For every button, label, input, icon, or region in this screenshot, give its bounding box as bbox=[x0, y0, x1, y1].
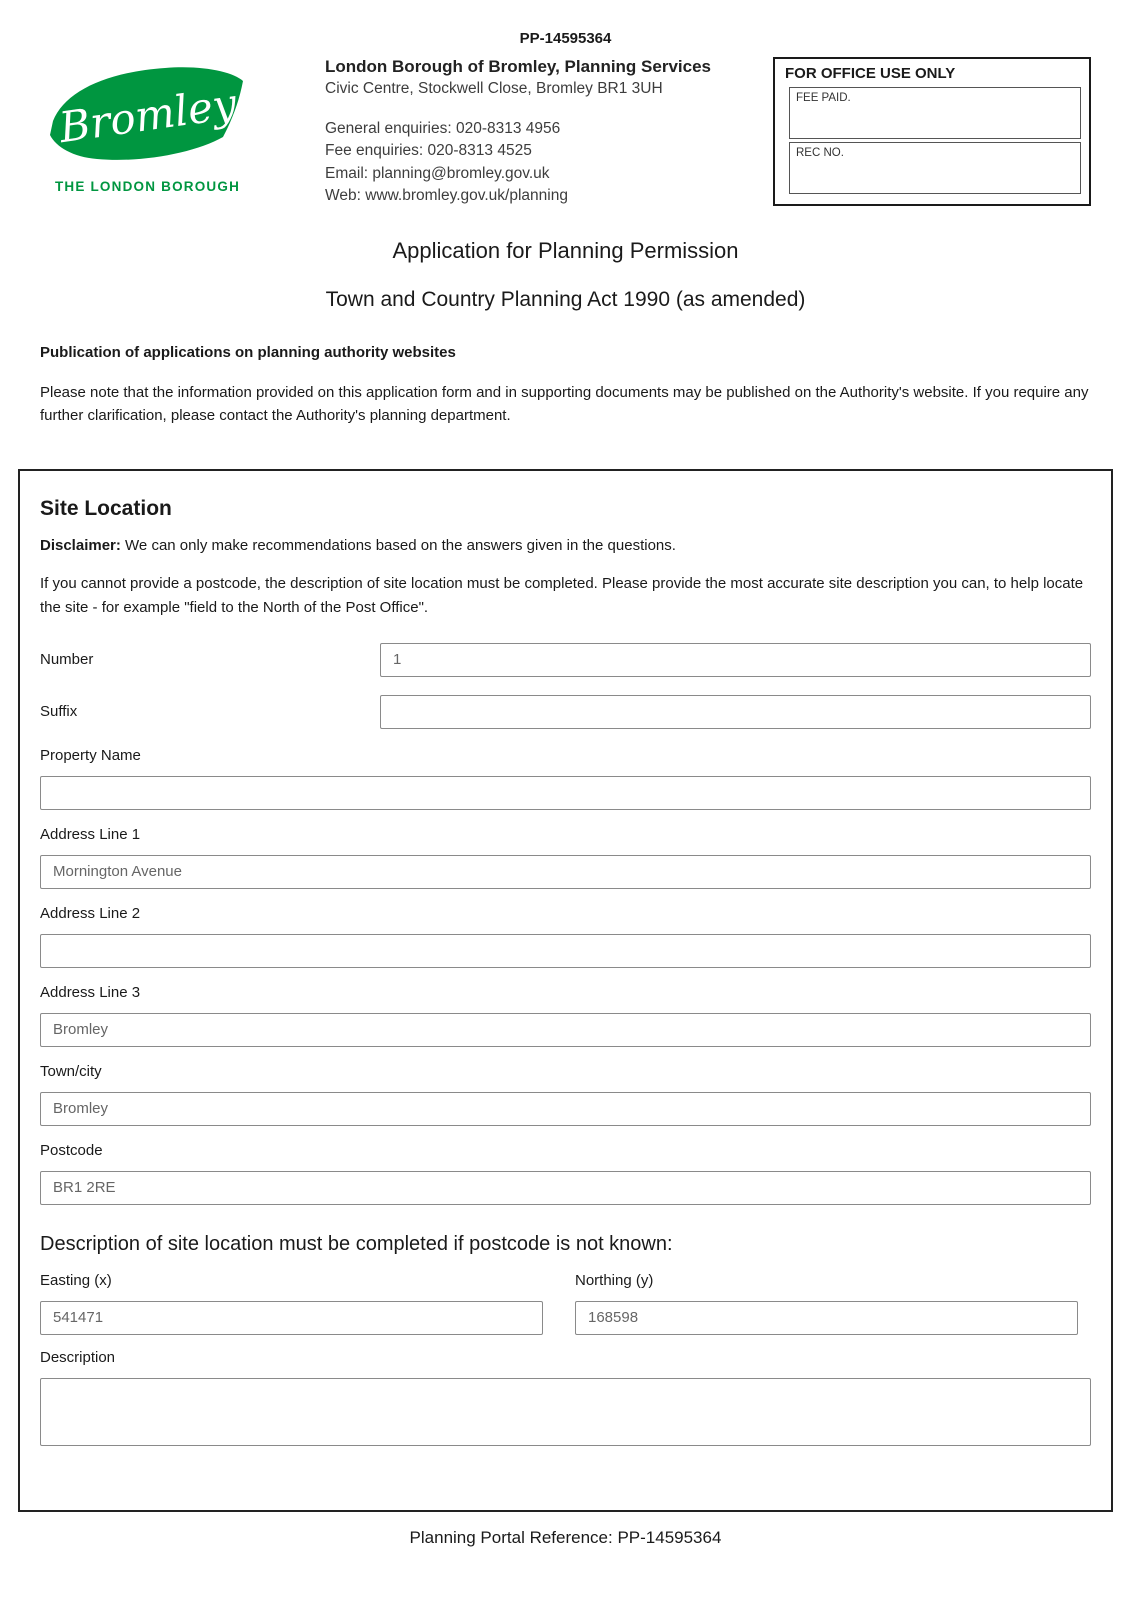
postcode-label: Postcode bbox=[40, 1141, 103, 1159]
bromley-logo-icon bbox=[43, 78, 253, 176]
postcode-field bbox=[40, 1142, 1091, 1205]
suffix-label: Suffix bbox=[40, 703, 78, 721]
address-line-3-label: Address Line 3 bbox=[40, 983, 141, 1001]
logo-tagline: THE LONDON BOROUGH bbox=[54, 179, 241, 194]
office-use-title: FOR OFFICE USE ONLY bbox=[785, 65, 956, 82]
header bbox=[40, 57, 1091, 208]
northing-field bbox=[575, 1272, 1078, 1335]
northing-input[interactable] bbox=[575, 1301, 1078, 1335]
publication-body: Please note that the information provided on this application form and in supporting documents may be published on the Authority's website. If you require any further clarification, please contact the Authority's planning department. bbox=[40, 383, 1089, 425]
form-subtitle: Town and Country Planning Act 1990 (as amended) bbox=[325, 287, 806, 311]
rec-no-box bbox=[789, 142, 1081, 194]
easting-label: Easting (x) bbox=[40, 1271, 112, 1289]
address-line-1-label: Address Line 1 bbox=[40, 825, 141, 843]
easting-input[interactable] bbox=[40, 1301, 543, 1335]
site-location-section bbox=[18, 469, 1113, 1512]
coordinates-row bbox=[40, 1272, 1091, 1335]
town-city-input[interactable] bbox=[40, 1092, 1091, 1126]
suffix-field-row bbox=[40, 695, 1091, 729]
address-line-2-input[interactable] bbox=[40, 934, 1091, 968]
fee-paid-box bbox=[789, 87, 1081, 139]
fee-paid-label: FEE PAID. bbox=[796, 92, 851, 104]
rec-no-label: REC NO. bbox=[796, 147, 844, 159]
planning-portal-reference: Planning Portal Reference: PP-14595364 bbox=[409, 1528, 722, 1548]
org-address: Civic Centre, Stockwell Close, Bromley BR1 3UH bbox=[325, 80, 663, 97]
org-contacts bbox=[325, 118, 773, 208]
description-field bbox=[40, 1349, 1091, 1451]
org-details bbox=[325, 57, 773, 208]
property-name-field bbox=[40, 747, 1091, 810]
disclaimer-label: Disclaimer: bbox=[40, 537, 121, 555]
email-contact: Email: planning@bromley.gov.uk bbox=[325, 164, 550, 182]
easting-field bbox=[40, 1272, 543, 1335]
town-city-field bbox=[40, 1063, 1091, 1126]
property-name-input[interactable] bbox=[40, 776, 1091, 810]
postcode-input[interactable] bbox=[40, 1171, 1091, 1205]
town-city-label: Town/city bbox=[40, 1062, 102, 1080]
general-enquiries: General enquiries: 020-8313 4956 bbox=[325, 120, 561, 137]
office-use-box bbox=[773, 57, 1091, 206]
description-label: Description bbox=[40, 1348, 116, 1366]
address-line-3-field bbox=[40, 984, 1091, 1047]
bromley-logo bbox=[40, 57, 255, 194]
number-label: Number bbox=[40, 651, 94, 669]
property-name-label: Property Name bbox=[40, 746, 141, 764]
svg-text:Bromley: Bromley bbox=[55, 78, 239, 153]
site-location-heading: Site Location bbox=[40, 497, 172, 521]
disclaimer-text: We can only make recommendations based on the answers given in the questions. bbox=[125, 537, 676, 555]
address-line-3-input[interactable] bbox=[40, 1013, 1091, 1047]
number-field-row bbox=[40, 643, 1091, 677]
site-location-intro: If you cannot provide a postcode, the description of site location must be completed. Please provide the most accurate site description you can, to help locate the site - for example "field to the North of the Post Office". bbox=[40, 575, 1084, 616]
web-contact: Web: www.bromley.gov.uk/planning bbox=[325, 187, 568, 205]
fee-enquiries: Fee enquiries: 020-8313 4525 bbox=[325, 142, 532, 160]
org-name: London Borough of Bromley, Planning Services bbox=[325, 57, 711, 76]
form-title: Application for Planning Permission bbox=[392, 237, 739, 263]
address-line-2-label: Address Line 2 bbox=[40, 904, 141, 922]
northing-label: Northing (y) bbox=[575, 1271, 654, 1289]
application-reference: PP-14595364 bbox=[519, 30, 612, 47]
publication-heading: Publication of applications on planning authority websites bbox=[40, 343, 456, 361]
address-line-1-input[interactable] bbox=[40, 855, 1091, 889]
suffix-input[interactable] bbox=[380, 695, 1091, 729]
number-input[interactable] bbox=[380, 643, 1091, 677]
address-line-2-field bbox=[40, 905, 1091, 968]
description-heading: Description of site location must be completed if postcode is not known: bbox=[40, 1232, 673, 1255]
address-line-1-field bbox=[40, 826, 1091, 889]
description-input[interactable] bbox=[40, 1378, 1091, 1446]
disclaimer bbox=[40, 537, 1091, 554]
